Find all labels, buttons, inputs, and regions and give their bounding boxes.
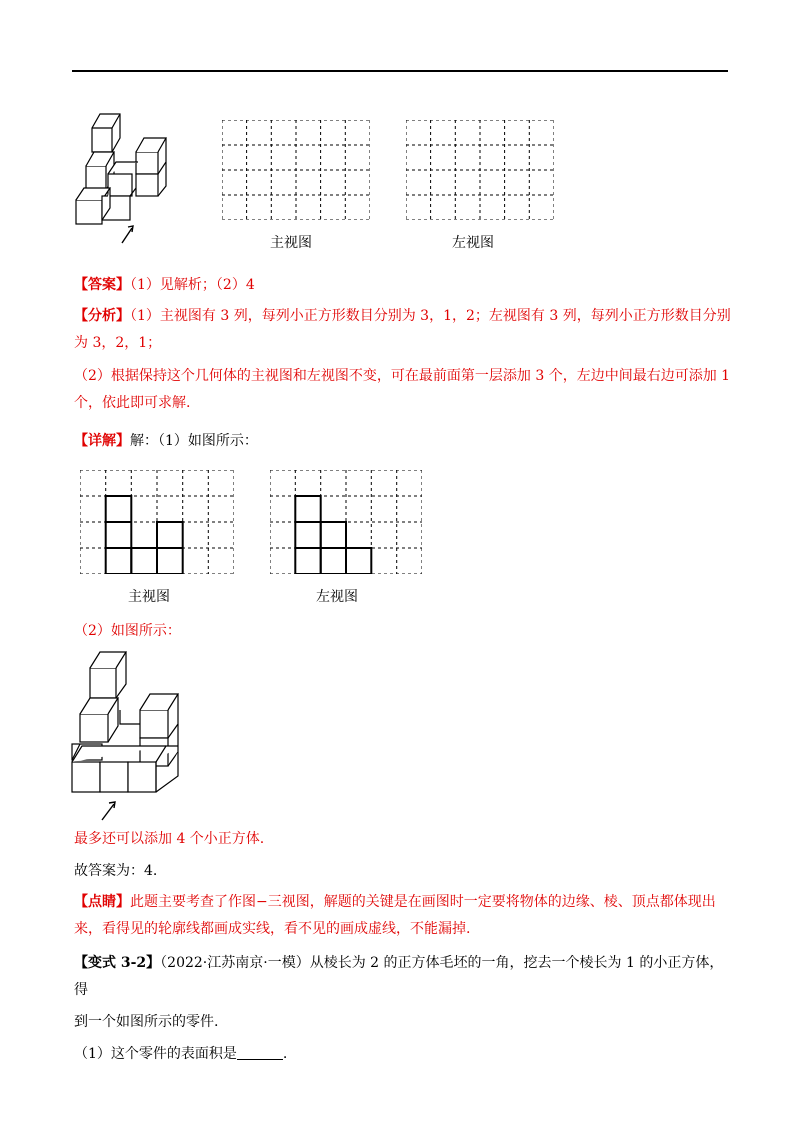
analysis-line-3: （2）根据保持这个几何体的主视图和左视图不变，可在最前面第一层添加 3 个，左边中间最右边可添加 1 [74,368,731,384]
analysis-line-4: 个，依此即可求解. [74,395,191,411]
variant-question-1-suffix: . [282,1046,288,1062]
answer-line [74,272,734,299]
variant-line-1: 从棱长为 2 的正方体毛坯的一角，挖去一个棱长为 1 的小正方体，得 [74,955,724,998]
variant-source: （2022·江苏南京·一模） [160,955,310,971]
analysis-line-2: 为 3，2，1； [74,335,162,351]
extended-cube-stack-drawing [68,648,192,830]
analysis-line-1: （1）主视图有 3 列，每列小正方形数目分别为 3，1，2；左视图有 3 列，每列小正方形数目分别 [130,308,731,324]
main-view-caption: 主视图 [270,235,312,251]
left-view-caption: 左视图 [452,235,494,251]
cube-stack-drawing [72,108,172,248]
left-view-answer-grid [270,470,422,574]
left-view-blank-grid [406,120,554,220]
comment-line-1: 此题主要考查了作图−三视图，解题的关键是在画图时一定要将物体的边缘、棱、顶点都体现出 [130,894,716,910]
answer-bracket: 【答案】 [74,277,130,293]
detail-line [74,428,734,455]
analysis-block [74,303,734,417]
detail-text: 解：（1）如图所示： [130,433,258,449]
comment-line-2: 来，看得见的轮廓线都画成实线，看不见的画成虚线，不能漏掉. [74,921,471,937]
variant-question-1-prefix: （1）这个零件的表面积是 [74,1046,237,1062]
variant-block [74,950,734,1068]
main-view-answer-caption: 主视图 [128,589,170,605]
answer-blank [237,1045,283,1060]
left-view-answer-caption: 左视图 [316,589,358,605]
conclusion-line-1: 最多还可以添加 4 个小正方体. [74,831,265,847]
comment-bracket: 【点睛】 [74,894,130,910]
analysis-bracket: 【分析】 [74,308,130,324]
main-view-blank-grid [222,120,370,220]
conclusion-line-2: 故答案为：4. [74,863,158,879]
variant-line-2: 到一个如图所示的零件. [74,1014,219,1030]
detail-part-2: （2）如图所示： [74,623,181,639]
header-rule [72,70,728,72]
variant-label: 【变式 3-2】 [74,955,161,971]
main-view-answer-grid [80,470,234,574]
detail-bracket: 【详解】 [74,433,130,449]
variant-question-1 [74,1041,734,1068]
comment-block [74,889,734,943]
extended-cube-stack-figure [68,648,192,830]
cube-stack-figure [72,108,172,248]
answer-text: （1）见解析；（2）4 [130,277,255,293]
